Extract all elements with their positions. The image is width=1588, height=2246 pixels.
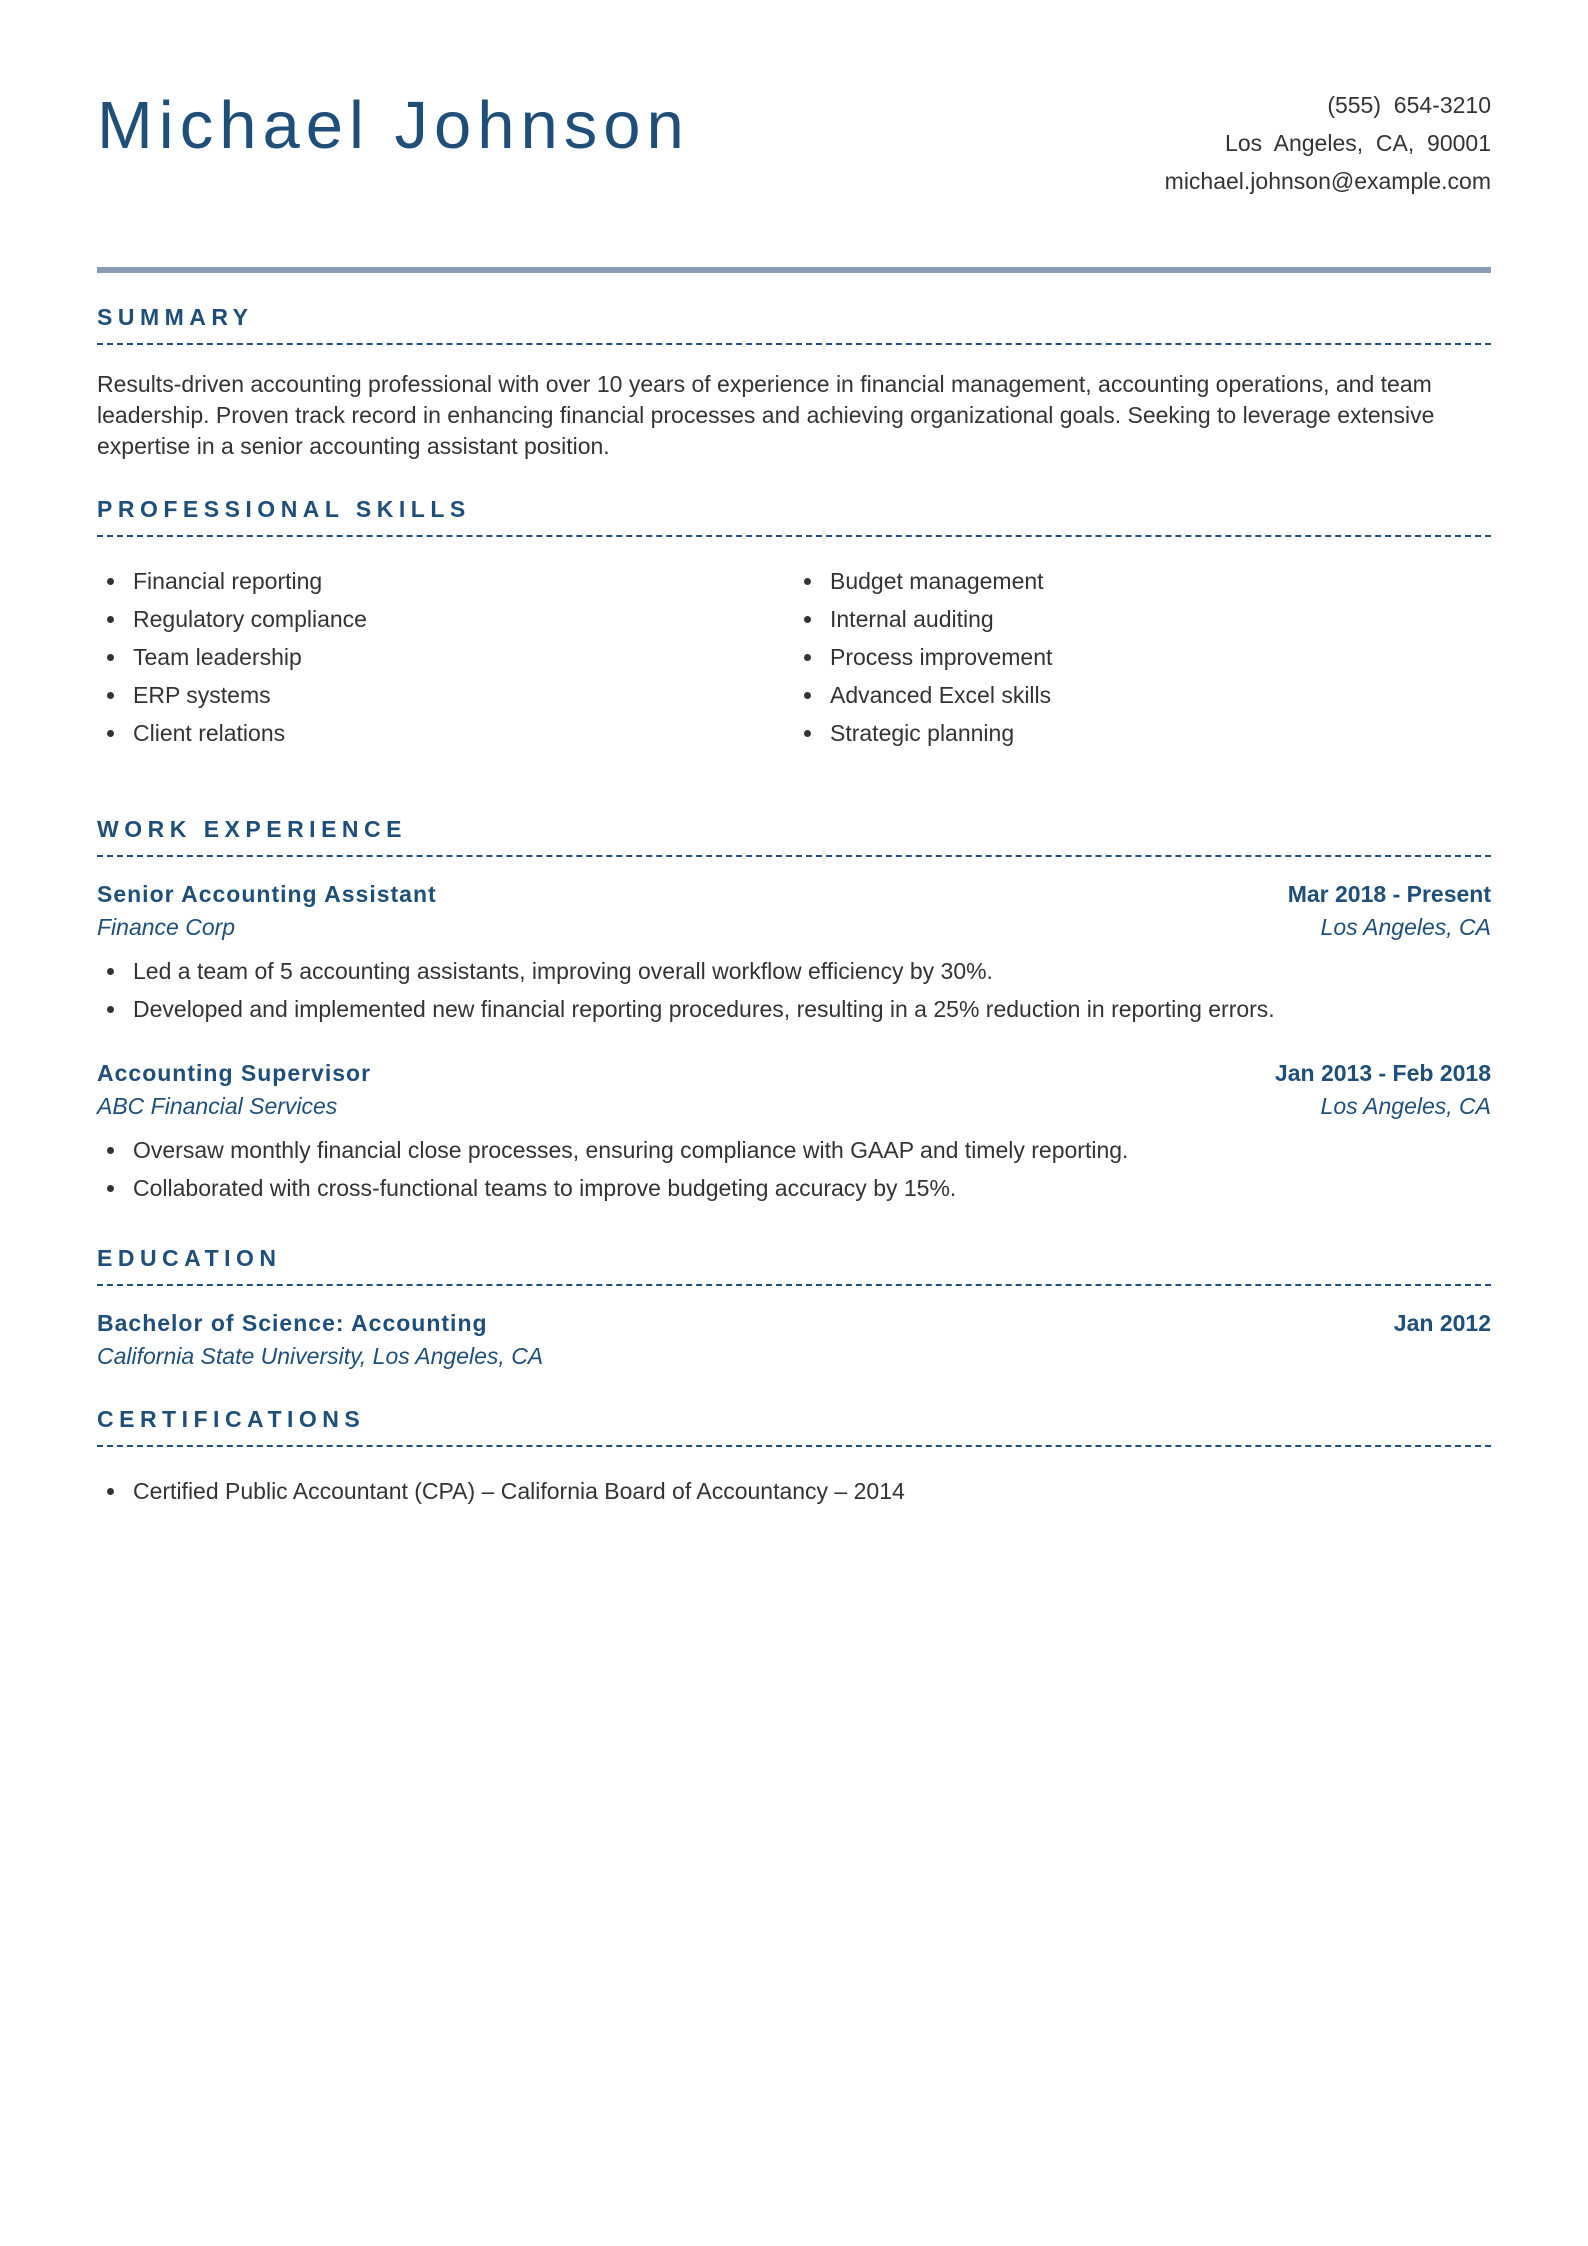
job-title: Senior Accounting Assistant [97, 881, 437, 907]
job-bullet: Collaborated with cross-functional teams to improve budgeting accuracy by 15%. [97, 1169, 1491, 1207]
job-company: Finance Corp [97, 914, 236, 940]
skills-right-list [794, 562, 1491, 752]
job-dates: Mar 2018 - Present [1287, 881, 1491, 907]
job-subheader [97, 1093, 1491, 1120]
skill-item: Budget management [794, 562, 1491, 600]
contact-address: Los Angeles, CA, 90001 [1225, 130, 1491, 156]
job-bullet: Oversaw monthly financial close processes, ensuring compliance with GAAP and timely reporting. [97, 1131, 1491, 1169]
skills-heading: PROFESSIONAL SKILLS [97, 498, 1491, 537]
skills-grid [97, 562, 1491, 752]
job-bullet: Developed and implemented new financial reporting procedures, resulting in a 25% reduction in reporting errors. [97, 990, 1491, 1028]
job-location: Los Angeles, CA [1320, 1093, 1491, 1119]
skill-item: Strategic planning [794, 714, 1491, 752]
skill-item: Advanced Excel skills [794, 676, 1491, 714]
summary-section [97, 306, 1491, 462]
skill-item: Client relations [97, 714, 794, 752]
education-header [97, 1310, 1491, 1337]
job-location: Los Angeles, CA [1320, 914, 1491, 940]
job-bullet: Led a team of 5 accounting assistants, improving overall workflow efficiency by 30%. [97, 952, 1491, 990]
job-bullets [97, 952, 1491, 1028]
degree-title: Bachelor of Science: Accounting [97, 1310, 488, 1336]
job-dates: Jan 2013 - Feb 2018 [1274, 1060, 1491, 1086]
job-header [97, 881, 1491, 908]
job-company: ABC Financial Services [97, 1093, 338, 1119]
skills-section [97, 498, 1491, 752]
certification-item: Certified Public Accountant (CPA) – California Board of Accountancy – 2014 [97, 1472, 1491, 1510]
contact-phone: (555) 654-3210 [1327, 92, 1491, 118]
education-subheader [97, 1343, 1491, 1370]
job-subheader [97, 914, 1491, 941]
school-name: California State University, Los Angeles, CA [97, 1343, 544, 1369]
skill-item: Internal auditing [794, 600, 1491, 638]
candidate-name: Michael Johnson [97, 88, 690, 163]
skills-left-list [97, 562, 794, 752]
job-entry [97, 1060, 1491, 1207]
certifications-heading: CERTIFICATIONS [97, 1408, 1491, 1447]
skill-item: Process improvement [794, 638, 1491, 676]
job-entry [97, 881, 1491, 1028]
job-bullets [97, 1131, 1491, 1207]
experience-heading: WORK EXPERIENCE [97, 818, 1491, 857]
education-entry [97, 1310, 1491, 1370]
certifications-section [97, 1408, 1491, 1510]
skill-item: Regulatory compliance [97, 600, 794, 638]
summary-text: Results-driven accounting professional with over 10 years of experience in financial management, accounting operations, and team leadership. Proven track record in enhancing financial processes and achieving organizational goals. Seeking to leverage extensive expertise in a senior accounting assistant position. [97, 371, 1435, 459]
resume-header [97, 0, 1491, 268]
contact-email: michael.johnson@example.com [1164, 168, 1491, 194]
education-heading: EDUCATION [97, 1247, 1491, 1286]
job-title: Accounting Supervisor [97, 1060, 372, 1086]
experience-section [97, 818, 1491, 1207]
certifications-list [97, 1472, 1491, 1510]
skill-item: Financial reporting [97, 562, 794, 600]
job-header [97, 1060, 1491, 1087]
degree-date: Jan 2012 [1393, 1310, 1491, 1336]
skill-item: ERP systems [97, 676, 794, 714]
contact-block [1165, 86, 1491, 200]
header-divider [97, 267, 1491, 273]
skill-item: Team leadership [97, 638, 794, 676]
summary-heading: SUMMARY [97, 306, 1491, 345]
education-section [97, 1247, 1491, 1370]
